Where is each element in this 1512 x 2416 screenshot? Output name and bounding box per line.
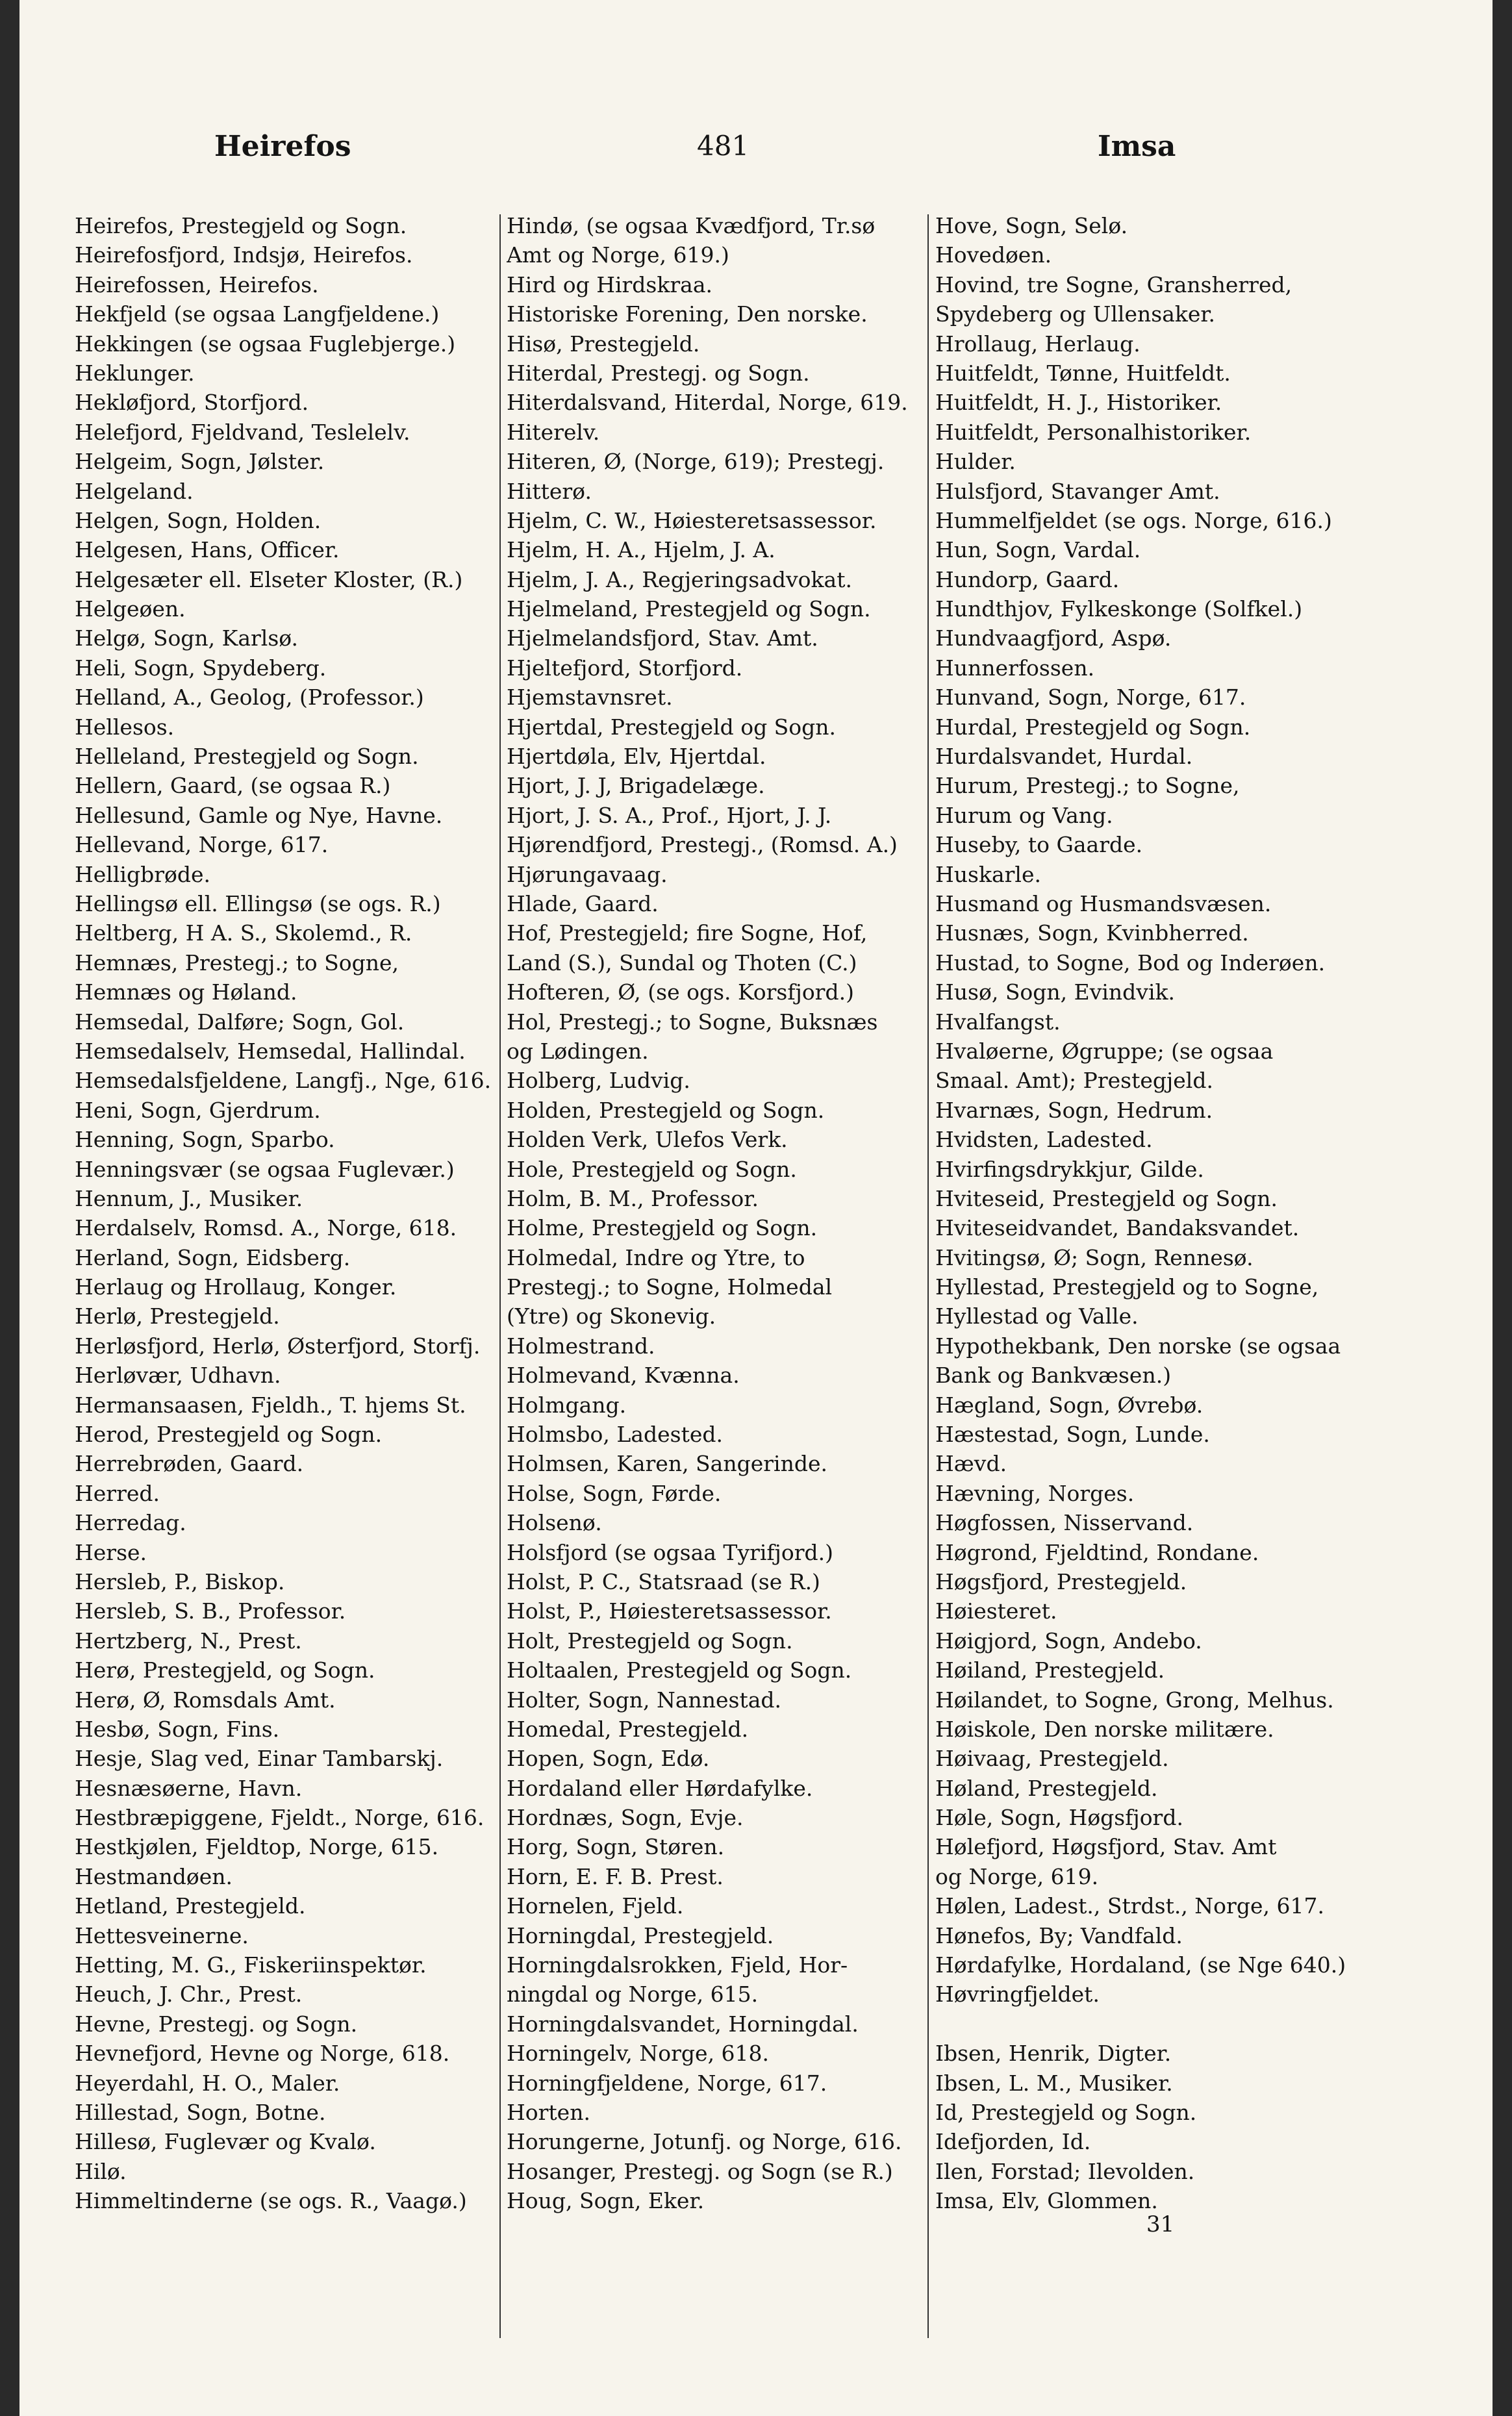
index-entry: Hopen, Sogn, Edø. (507, 1746, 710, 1772)
index-entry: Hellesos. (75, 714, 175, 740)
index-entry: Horningfjeldene, Norge, 617. (507, 2070, 827, 2096)
index-entry: Helgø, Sogn, Karlsø. (75, 625, 299, 651)
index-entry: Husnæs, Sogn, Kvinbherred. (935, 920, 1249, 946)
index-entry: Herred. (75, 1480, 160, 1506)
index-entry: Hulder. (935, 449, 1016, 475)
index-entry: Hemsedalselv, Hemsedal, Hallindal. (75, 1038, 466, 1064)
index-entry: Hjelm, J. A., Regjeringsadvokat. (507, 566, 852, 592)
index-entry: Helgeøen. (75, 596, 186, 622)
index-entry: Herrebrøden, Gaard. (75, 1451, 304, 1477)
index-entry: Holmevand, Kvænna. (507, 1363, 740, 1389)
index-entry: Hove, Sogn, Selø. (935, 213, 1128, 238)
index-entry: Hundthjov, Fylkeskonge (Solfkel.) (935, 596, 1303, 622)
index-entry: Heklunger. (75, 360, 195, 386)
index-entry: Høle, Sogn, Høgsfjord. (935, 1805, 1183, 1831)
index-entry: Spydeberg og Ullensaker. (935, 301, 1216, 327)
index-entry: Hvidsten, Ladested. (935, 1127, 1153, 1153)
index-entry: Historiske Forening, Den norske. (507, 301, 868, 327)
index-entry: Hetting, M. G., Fiskeriinspektør. (75, 1952, 427, 1978)
index-entry: Hiteren, Ø, (Norge, 619); Prestegj. (507, 449, 885, 475)
index-entry: Hisø, Prestegjeld. (507, 331, 700, 357)
index-entry: Heirefosfjord, Indsjø, Heirefos. (75, 242, 413, 268)
index-entry: Horungerne, Jotunfj. og Norge, 616. (507, 2129, 902, 2155)
index-entry: Hof, Prestegjeld; fire Sogne, Hof, (507, 920, 868, 946)
index-entry: Hjørungavaag. (507, 861, 668, 887)
index-entry: Ibsen, Henrik, Digter. (935, 2041, 1172, 2067)
index-entry: Holtaalen, Prestegjeld og Sogn. (507, 1657, 852, 1683)
index-entry: Hjelmelandsfjord, Stav. Amt. (507, 625, 818, 651)
index-entry: Husø, Sogn, Evindvik. (935, 979, 1175, 1005)
index-entry: Hjelmeland, Prestegjeld og Sogn. (507, 596, 871, 622)
index-entry: Hitterø. (507, 478, 592, 504)
index-entry: Hevne, Prestegj. og Sogn. (75, 2011, 358, 2037)
index-column-2 (507, 211, 929, 2361)
index-entry: Hesbø, Sogn, Fins. (75, 1716, 280, 1742)
index-entry: Hyllestad og Valle. (935, 1303, 1139, 1329)
index-entry: Hillestad, Sogn, Botne. (75, 2100, 326, 2125)
index-entry: Hundvaagfjord, Aspø. (935, 625, 1172, 651)
index-entry: Hekløfjord, Storfjord. (75, 390, 309, 416)
index-entry: Hjertdal, Prestegjeld og Sogn. (507, 714, 837, 740)
index-entry: Hrollaug, Herlaug. (935, 331, 1140, 357)
index-entry: Helgesæter ell. Elseter Kloster, (R.) (75, 566, 463, 592)
index-entry: Hemnæs og Høland. (75, 979, 297, 1005)
index-entry: Herlaug og Hrollaug, Konger. (75, 1274, 397, 1300)
index-entry: Hellingsø ell. Ellingsø (se ogs. R.) (75, 890, 441, 916)
index-entry: Hindø, (se ogsaa Kvædfjord, Tr.sø (507, 213, 876, 238)
index-entry: Hellern, Gaard, (se ogsaa R.) (75, 773, 391, 799)
index-entry: Herse. (75, 1539, 147, 1565)
index-entry: Hævning, Norges. (935, 1480, 1135, 1506)
index-entry: Hemnæs, Prestegj.; to Sogne, (75, 950, 399, 975)
index-entry: Hurum, Prestegj.; to Sogne, (935, 773, 1240, 799)
index-entry: Høland, Prestegjeld. (935, 1775, 1158, 1801)
index-entry: Helgesen, Hans, Officer. (75, 537, 340, 563)
index-entry: Hettesveinerne. (75, 1922, 249, 1948)
index-entry: Hjørendfjord, Prestegj., (Romsd. A.) (507, 832, 898, 858)
index-entry: Hørdafylke, Hordaland, (se Nge 640.) (935, 1952, 1346, 1978)
index-entry: Hersleb, S. B., Professor. (75, 1598, 346, 1624)
index-entry: Høgfossen, Nisservand. (935, 1510, 1194, 1536)
index-entry: Helligbrøde. (75, 861, 211, 887)
index-entry: Hvarnæs, Sogn, Hedrum. (935, 1097, 1213, 1123)
index-entry: Heirefossen, Heirefos. (75, 271, 319, 297)
index-entry: Land (S.), Sundal og Thoten (C.) (507, 950, 857, 975)
index-entry: Idefjorden, Id. (935, 2129, 1091, 2155)
index-entry: Hovedøen. (935, 242, 1052, 268)
index-column-1 (75, 211, 497, 2361)
index-entry: Holden, Prestegjeld og Sogn. (507, 1097, 825, 1123)
index-entry: Holter, Sogn, Nannestad. (507, 1687, 782, 1713)
index-entry: Hjelm, C. W., Høiesteretsassessor. (507, 507, 877, 533)
index-entry: Holmgang. (507, 1392, 627, 1418)
index-entry: Hordaland eller Hørdafylke. (507, 1775, 813, 1801)
index-entry: Husmand og Husmandsvæsen. (935, 890, 1272, 916)
index-entry: Hilø. (75, 2158, 127, 2184)
index-entry: Hovind, tre Sogne, Gransherred, (935, 271, 1292, 297)
index-entry: Høivaag, Prestegjeld. (935, 1746, 1169, 1772)
index-entry: Horningdalsvandet, Horningdal. (507, 2011, 859, 2037)
index-entry: Hole, Prestegjeld og Sogn. (507, 1156, 797, 1182)
index-entry: Høgsfjord, Prestegjeld. (935, 1568, 1187, 1594)
index-entry: Holm, B. M., Professor. (507, 1185, 759, 1211)
index-entry: Hundorp, Gaard. (935, 566, 1120, 592)
index-entry: Hurum og Vang. (935, 802, 1113, 828)
index-entry: Hummelfjeldet (se ogs. Norge, 616.) (935, 507, 1332, 533)
index-entry: Hermansaasen, Fjeldh., T. hjems St. (75, 1392, 466, 1418)
index-entry: Hestbræpiggene, Fjeldt., Norge, 616. (75, 1805, 485, 1831)
index-entry: Hønefos, By; Vandfald. (935, 1922, 1183, 1948)
index-entry: Hosanger, Prestegj. og Sogn (se R.) (507, 2158, 893, 2184)
index-entry: Helgeim, Sogn, Jølster. (75, 449, 325, 475)
index-entry: Hennum, J., Musiker. (75, 1185, 303, 1211)
index-entry: Amt og Norge, 619.) (507, 242, 729, 268)
index-entry: Hertzberg, N., Prest. (75, 1628, 302, 1654)
page-header (19, 130, 1493, 175)
index-entry: Helefjord, Fjeldvand, Teslelelv. (75, 419, 410, 445)
index-entry: Henning, Sogn, Sparbo. (75, 1127, 335, 1153)
index-entry: Herø, Ø, Romsdals Amt. (75, 1687, 336, 1713)
index-entry: Himmeltinderne (se ogs. R., Vaagø.) (75, 2188, 467, 2214)
index-entry: Heyerdahl, H. O., Maler. (75, 2070, 340, 2096)
index-entry: Hemsedalsfjeldene, Langfj., Nge, 616. (75, 1068, 492, 1094)
index-entry: Hævd. (935, 1451, 1007, 1477)
index-entry: Hlade, Gaard. (507, 890, 659, 916)
index-entry: Henningsvær (se ogsaa Fuglevær.) (75, 1156, 455, 1182)
index-entry: (Ytre) og Skonevig. (507, 1303, 716, 1329)
index-entry: Hiterelv. (507, 419, 600, 445)
index-entry: Hellevand, Norge, 617. (75, 832, 329, 858)
index-entry: Hvaløerne, Øgruppe; (se ogsaa (935, 1038, 1274, 1064)
index-entry: Herland, Sogn, Eidsberg. (75, 1244, 351, 1270)
dictionary-page (19, 0, 1493, 2416)
index-entry: Hestmandøen. (75, 1863, 233, 1889)
index-entry: Holse, Sogn, Førde. (507, 1480, 722, 1506)
index-entry: Holme, Prestegjeld og Sogn. (507, 1215, 818, 1241)
index-entry: Homedal, Prestegjeld. (507, 1716, 749, 1742)
index-entry: Holmsen, Karen, Sangerinde. (507, 1451, 827, 1477)
index-entry: Holt, Prestegjeld og Sogn. (507, 1628, 793, 1654)
index-entry: Hunvand, Sogn, Norge, 617. (935, 685, 1246, 711)
index-entry: Horg, Sogn, Støren. (507, 1834, 725, 1860)
index-entry: Horningdalsrokken, Fjeld, Hor- (507, 1952, 848, 1978)
index-entry: Hestkjølen, Fjeldtop, Norge, 615. (75, 1834, 439, 1860)
index-entry: Herod, Prestegjeld og Sogn. (75, 1422, 383, 1448)
index-entry: Heltberg, H A. S., Skolemd., R. (75, 920, 412, 946)
index-entry: Huitfeldt, Tønne, Huitfeldt. (935, 360, 1231, 386)
index-entry: og Lødingen. (507, 1038, 649, 1064)
index-entry: Hevnefjord, Hevne og Norge, 618. (75, 2041, 450, 2067)
index-entry: Hjemstavnsret. (507, 685, 673, 711)
index-entry: Høigjord, Sogn, Andebo. (935, 1628, 1202, 1654)
index-entry: Holmestrand. (507, 1333, 655, 1359)
index-entry: Helgen, Sogn, Holden. (75, 507, 321, 533)
index-entry: Hekfjeld (se ogsaa Langfjeldene.) (75, 301, 440, 327)
index-entry: Hiterdal, Prestegj. og Sogn. (507, 360, 810, 386)
index-entry: Hekkingen (se ogsaa Fuglebjerge.) (75, 331, 456, 357)
index-entry: Hølefjord, Høgsfjord, Stav. Amt (935, 1834, 1277, 1860)
index-entry: Hægland, Sogn, Øvrebø. (935, 1392, 1203, 1418)
index-entry: Huseby, to Gaarde. (935, 832, 1143, 858)
index-entry: Herløsfjord, Herlø, Østerfjord, Storfj. (75, 1333, 481, 1359)
page-number: 481 (697, 130, 750, 162)
index-entry: Horningelv, Norge, 618. (507, 2041, 770, 2067)
index-entry: Hordnæs, Sogn, Evje. (507, 1805, 744, 1831)
guide-word-left: Heirefos (214, 130, 351, 163)
index-entry: Hviteseidvandet, Bandaksvandet. (935, 1215, 1300, 1241)
index-entry: Helland, A., Geolog, (Professor.) (75, 685, 424, 711)
index-entry: Helleland, Prestegjeld og Sogn. (75, 744, 419, 770)
index-entry: Hun, Sogn, Vardal. (935, 537, 1141, 563)
guide-word-right: Imsa (1098, 130, 1176, 163)
index-entry: Høilandet, to Sogne, Grong, Melhus. (935, 1687, 1334, 1713)
index-entry: Holsenø. (507, 1510, 602, 1536)
index-entry: Ilen, Forstad; Ilevolden. (935, 2158, 1195, 2184)
index-entry: Hillesø, Fuglevær og Kvalø. (75, 2129, 376, 2155)
index-entry: Hvalfangst. (935, 1009, 1061, 1035)
index-entry: Hersleb, P., Biskop. (75, 1568, 285, 1594)
index-entry: Horn, E. F. B. Prest. (507, 1863, 724, 1889)
index-entry: Heni, Sogn, Gjerdrum. (75, 1097, 321, 1123)
index-entry: Hvirfingsdrykkjur, Gilde. (935, 1156, 1204, 1182)
index-entry: Høiskole, Den norske militære. (935, 1716, 1274, 1742)
index-entry: Herredag. (75, 1510, 186, 1536)
index-entry: Huitfeldt, Personalhistoriker. (935, 419, 1252, 445)
index-entry: ningdal og Norge, 615. (507, 1982, 759, 2007)
index-entry: Herløvær, Udhavn. (75, 1363, 281, 1389)
index-entry: Hjeltefjord, Storfjord. (507, 655, 743, 681)
index-entry: Hyllestad, Prestegjeld og to Sogne, (935, 1274, 1319, 1300)
index-entry: Hæstestad, Sogn, Lunde. (935, 1422, 1210, 1448)
index-entry: Imsa, Elv, Glommen. (935, 2188, 1158, 2214)
index-entry: Hurdalsvandet, Hurdal. (935, 744, 1193, 770)
index-entry: Hird og Hirdskraa. (507, 271, 712, 297)
index-entry: Holsfjord (se ogsaa Tyrifjord.) (507, 1539, 833, 1565)
index-entry: Hesje, Slag ved, Einar Tambarskj. (75, 1746, 444, 1772)
index-entry: Hjort, J. S. A., Prof., Hjort, J. J. (507, 802, 832, 828)
index-entry: Hetland, Prestegjeld. (75, 1893, 306, 1919)
index-entry: Holst, P., Høiesteretsassessor. (507, 1598, 832, 1624)
index-entry: Hiterdalsvand, Hiterdal, Norge, 619. (507, 390, 908, 416)
index-entry: Høvringfjeldet. (935, 1982, 1100, 2007)
index-entry: Hjort, J. J, Brigadelæge. (507, 773, 765, 799)
index-entry: Holst, P. C., Statsraad (se R.) (507, 1568, 820, 1594)
index-entry: Hellesund, Gamle og Nye, Havne. (75, 802, 443, 828)
index-entry: Smaal. Amt); Prestegjeld. (935, 1068, 1213, 1094)
index-entry: Hesnæsøerne, Havn. (75, 1775, 303, 1801)
index-entry: Hjertdøla, Elv, Hjertdal. (507, 744, 766, 770)
index-entry: Hulsfjord, Stavanger Amt. (935, 478, 1220, 504)
signature-mark: 31 (1146, 2211, 1175, 2237)
index-entry: Holmsbo, Ladested. (507, 1422, 723, 1448)
index-entry: Horten. (507, 2100, 590, 2125)
index-entry: Ibsen, L. M., Musiker. (935, 2070, 1173, 2096)
index-entry: Hypothekbank, Den norske (se ogsaa (935, 1333, 1341, 1359)
index-entry: Id, Prestegjeld og Sogn. (935, 2100, 1197, 2125)
index-entry: Huskarle. (935, 861, 1041, 887)
index-entry: Hofteren, Ø, (se ogs. Korsfjord.) (507, 979, 854, 1005)
index-entry: Høiland, Prestegjeld. (935, 1657, 1165, 1683)
index-entry: Høiesteret. (935, 1598, 1057, 1624)
index-entry: Herø, Prestegjeld, og Sogn. (75, 1657, 375, 1683)
index-entry: Hurdal, Prestegjeld og Sogn. (935, 714, 1251, 740)
index-entry: Hølen, Ladest., Strdst., Norge, 617. (935, 1893, 1324, 1919)
index-entry: Hunnerfossen. (935, 655, 1095, 681)
index-entry: Helgeland. (75, 478, 194, 504)
index-entry: Houg, Sogn, Eker. (507, 2188, 705, 2214)
index-entry: Bank og Bankvæsen.) (935, 1363, 1172, 1389)
index-entry: Herdalselv, Romsd. A., Norge, 618. (75, 1215, 457, 1241)
index-entry: Herlø, Prestegjeld. (75, 1303, 280, 1329)
index-entry: Heirefos, Prestegjeld og Sogn. (75, 213, 407, 238)
index-entry: Hol, Prestegj.; to Sogne, Buksnæs (507, 1009, 878, 1035)
index-entry: Huitfeldt, H. J., Historiker. (935, 390, 1222, 416)
index-entry: og Norge, 619. (935, 1863, 1099, 1889)
index-entry: Holberg, Ludvig. (507, 1068, 690, 1094)
index-entry: Hornelen, Fjeld. (507, 1893, 684, 1919)
index-entry: Hemsedal, Dalføre; Sogn, Gol. (75, 1009, 405, 1035)
index-entry: Heuch, J. Chr., Prest. (75, 1982, 303, 2007)
index-entry: Høgrond, Fjeldtind, Rondane. (935, 1539, 1259, 1565)
section-gap (935, 2009, 1383, 2039)
index-entry: Holden Verk, Ulefos Verk. (507, 1127, 788, 1153)
index-entry: Hustad, to Sogne, Bod og Inderøen. (935, 950, 1326, 975)
index-column-3 (935, 211, 1383, 2361)
column-divider (499, 214, 501, 2338)
index-entry: Horningdal, Prestegjeld. (507, 1922, 774, 1948)
index-entry: Hjelm, H. A., Hjelm, J. A. (507, 537, 775, 563)
index-entry: Prestegj.; to Sogne, Holmedal (507, 1274, 833, 1300)
index-entry: Hvitingsø, Ø; Sogn, Rennesø. (935, 1244, 1254, 1270)
index-entry: Heli, Sogn, Spydeberg. (75, 655, 327, 681)
index-entry: Hviteseid, Prestegjeld og Sogn. (935, 1185, 1278, 1211)
index-entry: Holmedal, Indre og Ytre, to (507, 1244, 805, 1270)
